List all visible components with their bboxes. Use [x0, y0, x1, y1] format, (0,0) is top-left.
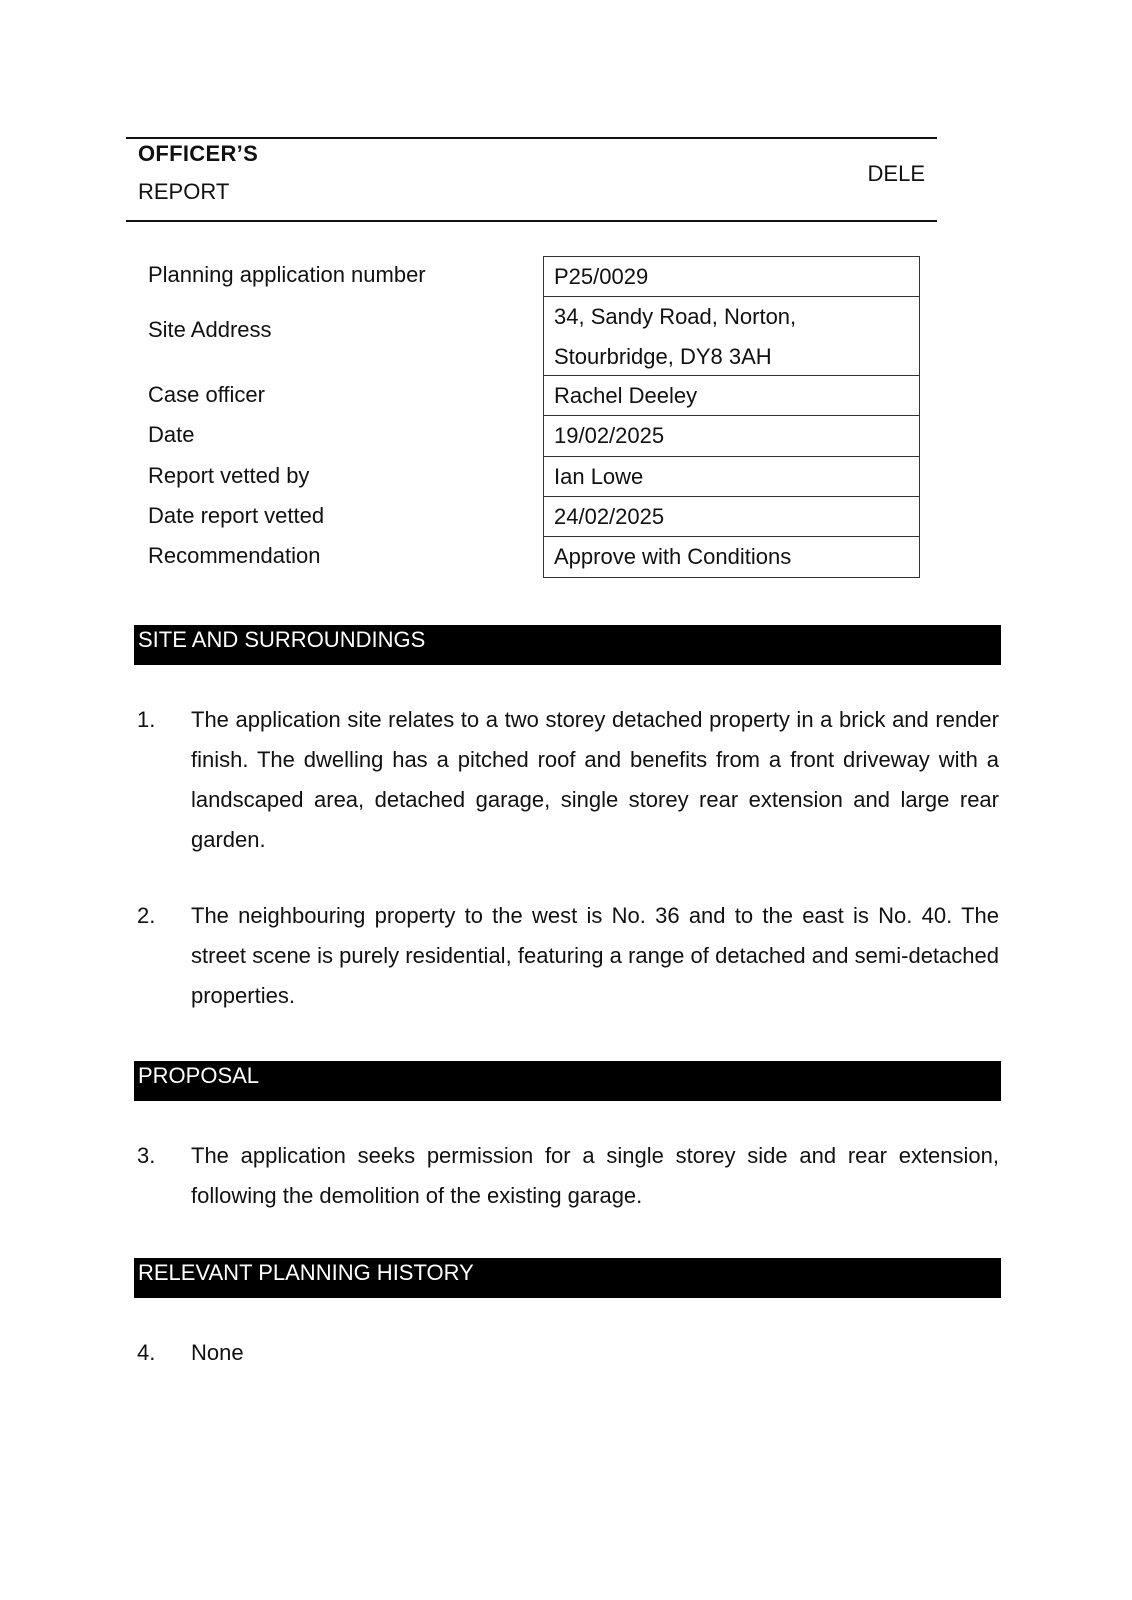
info-value-case-officer: Rachel Deeley [543, 375, 920, 416]
site-address-line2: Stourbridge, DY8 3AH [554, 344, 772, 369]
paragraph-number: 2. [137, 903, 156, 928]
info-value-vetted-by: Ian Lowe [543, 456, 920, 497]
paragraph-2 [137, 896, 999, 1016]
info-label-date: Date [148, 422, 195, 447]
section-heading-history: RELEVANT PLANNING HISTORY [134, 1258, 1001, 1298]
info-label-vetted-by: Report vetted by [148, 463, 310, 488]
paragraph-text: None [191, 1340, 244, 1365]
paragraph-number: 1. [137, 707, 156, 732]
info-label-site-address: Site Address [148, 317, 272, 342]
report-title-line1: OFFICER’S [138, 141, 259, 166]
report-header [126, 137, 937, 222]
info-label-date-vetted: Date report vetted [148, 503, 325, 528]
info-value-date-vetted: 24/02/2025 [543, 496, 920, 537]
section-heading-site: SITE AND SURROUNDINGS [134, 625, 1001, 665]
paragraph-number: 4. [137, 1340, 156, 1365]
paragraph-3 [137, 1136, 999, 1216]
info-label-application-number: Planning application number [148, 262, 426, 287]
paragraph-1 [137, 700, 999, 860]
info-value-application-number: P25/0029 [543, 256, 920, 297]
info-value-recommendation: Approve with Conditions [543, 536, 920, 578]
info-label-recommendation: Recommendation [148, 543, 321, 568]
section-heading-proposal: PROPOSAL [134, 1061, 1001, 1101]
site-address-line1: 34, Sandy Road, Norton, [554, 304, 797, 329]
info-value-site-address [543, 296, 920, 376]
info-value-date: 19/02/2025 [543, 415, 920, 457]
paragraph-4 [137, 1333, 999, 1373]
report-type-code: DELE [867, 161, 925, 186]
paragraph-text: The application seeks permission for a single storey side and rear extension, following the demolition of the existing garage. [191, 1143, 999, 1208]
info-label-case-officer: Case officer [148, 382, 265, 407]
report-title-line2: REPORT [138, 179, 230, 204]
paragraph-number: 3. [137, 1143, 156, 1168]
paragraph-text: The application site relates to a two storey detached property in a brick and render finish. The dwelling has a pitched roof and benefits from a front driveway with a landscaped area, detached garage, single storey rear extension and large rear garden. [191, 707, 999, 852]
paragraph-text: The neighbouring property to the west is No. 36 and to the east is No. 40. The street scene is purely residential, featuring a range of detached and semi-detached properties. [191, 903, 999, 1008]
